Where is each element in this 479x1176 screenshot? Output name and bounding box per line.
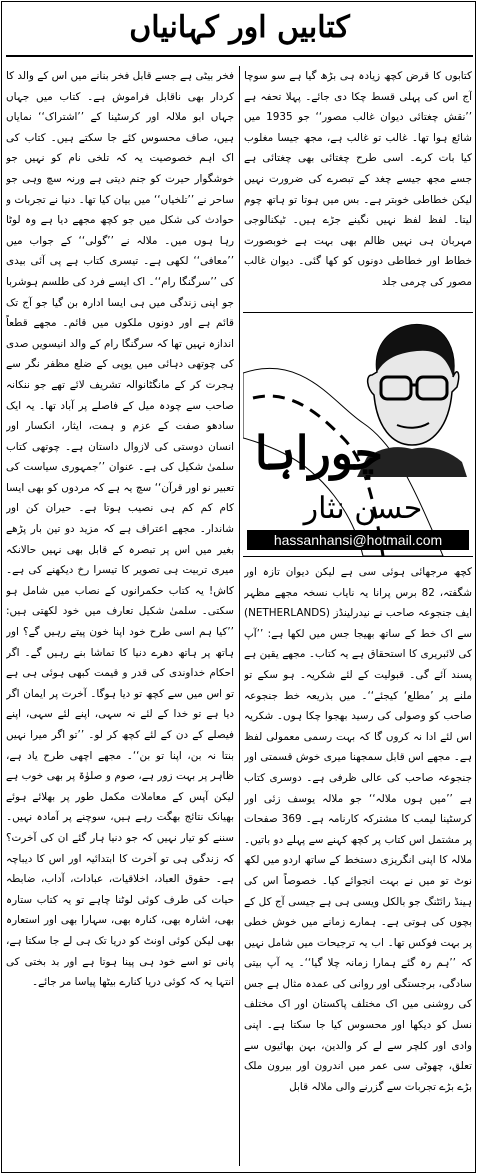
column-logo-box [243,312,473,557]
column-divider [239,66,240,1166]
column-logo: چوراہا [254,426,383,480]
headline: کتابیں اور کہانیاں [129,10,350,45]
paragraph: کچھ مرجھائی ہوئی سی ہے لیکن دیوان تازہ اور شگفتہ، 82 برس پرانا یہ نایاب نسخہ مجھے مظہر ایف جنجوعہ صاحب نے نیدرلینڈز (NETHERLANDS) سے اک خط کے ساتھ بھیجا جس میں لکھا ہے: ’’آپ کی لائبریری کا استحقاق ہے یہ کتاب۔ مجھے یقین ہے پسند آئے گی۔ قبولیت کے لئے شکریہ۔ ہو سکے تو ملنے پر ’مطلع‘ کیجئے‘‘۔ میں بذریعہ خط جنجوعہ صاحب کو وصولی کی رسید بھجوا چکا ہوں۔ شکریہ اس لئے ادا نہ کروں گا کہ بہت رسمی معمولی لفظ ہے۔ مجھے اس قابل سمجھنا میری خوش قسمتی اور جنجوعہ صاحب کی عالی ظرفی ہے۔ دوسری کتاب ہے ’’میں ہوں ملالہ‘‘ جو ملالہ یوسف زئی اور کرسٹینا لیمب کا مشترکہ کارنامہ ہے۔ 369 صفحات پر مشتمل اس کتاب پر کچھ کہنے سے پہلے دو باتیں۔ ملالہ کا اپنی انگریزی دستخط کے ساتھ اردو میں لکھ نوٹ تو میں نے بہت انجوائے کیا۔ خصوصاً اس کی ہینڈ رائٹنگ جو بالکل ویسی ہی ہے جیسی آج کل کے بچوں کی ہوتی ہے۔ ہمارے زمانے میں خوش خطی پر بہت فوکس تھا۔ اب یہ ترجیحات میں شامل نہیں کہ ’’ہم رہ گئے ہمارا زمانہ چلا گیا‘‘۔ یہ آپ بیتی سادگی، برجستگی اور روانی کی عمدہ مثال ہے جس کی روشنی میں اک مختلف پاکستان اور اک مختلف نسل کو دیکھا اور محسوس کیا جا سکتا ہے۔ اپنی وادی اور کلچر سے لے کر والدین، بہن بھائیوں سے تعلق، چھوٹی سی عمر میں اندرون اور بیرون ملک بڑے بڑے تجربات سے گزرنے والی ملالہ قابل [244,566,472,1093]
paragraph: فخر بیٹی ہے جسے قابل فخر بنانے میں اس کے والد کا کردار بھی ناقابل فراموش ہے۔ کتاب میں جہاں جہاں ابو ملالہ اور کرسٹینا کے ’’اشتراک‘‘ نمایاں ہیں، صاف محسوس کئے جا سکتے ہیں۔ کتاب کی اک اہم خصوصیت یہ کہ تلخی نام کو نہیں جو خوشگوار حیرت کو جنم دیتی ہے ورنہ سچ وہی جو ساحر نے ’’تلخیاں‘‘ میں بیان کیا تھا۔ دنیا نے تجربات و حوادث کی شکل میں جو کچھ مجھے دیا ہے وہ لوٹا رہا ہوں میں۔ ملالہ نے ’’گولی‘‘ کے جواب میں ’’معافی‘‘ لکھی ہے۔ تیسری کتاب ہے پی آئی بیدی کی ’’سرگنگا رام‘‘۔ اک ایسے فرد کی طلسم ہوشربا جو اپنی زندگی میں ہی ایسا ادارہ بن گیا جو آج تک قائم ہے اور دونوں ملکوں میں قائم۔ مجھے قطعاً اندازہ نہیں تھا کہ سرگنگا رام کے والد انیسویں صدی کی چوتھی دہائی میں یوپی کے ضلع مظفر نگر سے ہجرت کر کے مانگٹانوالہ تشریف لائے تھے جو ننکانہ صاحب سے چودہ میل کے فاصلے پر آباد تھا۔ یہ ایک سادھو صفت کے عزم و ہمت، ایثار، انکسار اور انسان دوستی کی لازوال داستان ہے۔ چوتھی کتاب سلمیٰ شکیل کی ہے۔ عنوان ’’جمہوری سیاست کی تعبیر نو اور قرآن‘‘ سچ یہ ہے کہ مردوں کو بھی ایسا کام کم کم ہی نصیب ہوتا ہے۔ حیران کن اور شاندار۔ مجھے اعتراف ہے کہ مزید دو تین بار پڑھے بغیر میں اس پر تبصرہ کے قابل بھی نہیں حالانکہ میری تربیت ہی تصویر کا تیسرا رخ دیکھنے کی ہے۔ کاش! یہ کتاب حکمرانوں کے نصاب میں شامل ہو سکتی۔ سلمیٰ شکیل تعارف میں خود لکھتی ہیں: ’’کیا ہم اسی طرح خود اپنا خون پیتے رہیں گے؟ اور ہاتھ پر ہاتھ دھرے دنیا کا تماشا بنے رہیں گے۔ اگر احکام خداوندی کی قدر و قیمت کبھی ہوئی ہی ہے تو اس میں سے کچھ تو دیا ہوگا۔ آخرت پر ایمان اگر دیا ہے تو خدا کے لئے نہ سہی، اپنے لئے سہی، اپنے فیصلے کے دن کے لئے کچھ کر لو۔ ’’تو اگر میرا نہیں بنتا نہ بن، اپنا تو بن‘‘۔ مجھے اچھی طرح یاد ہے، ظاہر پر بہت زور ہے، صوم و صلوٰۃ پر بھی خوب ہے لیکن آپس کے معاملات مکمل طور پر بھلائے ہوئے بھیانک نتائج بھگت رہے ہیں، سوچنے پر آمادہ نہیں۔ سننے کو تیار نہیں کہ جو دنیا ہار گئے ان کی آخرت؟ کہ زندگی ہی تو آخرت کا ابتدائیہ اور اس کا دیباچہ ہے۔ حقوق العباد، اخلاقیات، عبادات، آداب، ضابطہ حیات کی طرف کوئی لوٹنا چاہے تو یہ کتاب ستارہ بھی، اشارہ بھی، کنارہ بھی، سہارا بھی اور استعارہ بھی لیکن کوئی اونٹ کو دریا تک ہی لے جا سکتا ہے، پانی تو اسے خود ہی پینا ہوتا ہے اور بد بختی کی انتہا یہ کہ کوئی دریا کنارے بیٹھا پیاسا مر جائے۔ [6,70,234,989]
author-name: حسن نثار [303,491,423,526]
article-text-right-top [244,66,472,310]
article-text-right-bottom [244,562,472,1170]
paragraph: کتابوں کا قرض کچھ زیادہ ہی بڑھ گیا ہے سو سوچا آج اس کی پہلی قسط چکا دی جائے۔ پہلا تحفہ ہے ’’نقش چغتائی دیوان غالب مصور‘‘ جو 1935 میں شائع ہوا تھا۔ غالب تو غالب ہے، مجھ جیسا مغلوب کیا بات کرے۔ اسی طرح چغتائی بھی چغتائی ہے جسے مجھ جیسے چغد کے تبصرے کی ضرورت نہیں لیکن خطاطی خوبتر ہے۔ بس میں ہوتا تو ہاتھ چوم لیتا۔ لفظ لفظ نہیں نگینے جڑے ہیں۔ ٹیکنالوجی مہربان ہی نہیں ظالم بھی بہت ہے خوبصورت خطاط اور خطاطی دونوں کو کھا گئی۔ دیوان غالب مصور کی چرمی جلد [244,70,472,288]
headline-rule [6,55,473,57]
article-text-left [6,66,234,1170]
author-email: hassanhansi@hotmail.com [247,530,469,550]
